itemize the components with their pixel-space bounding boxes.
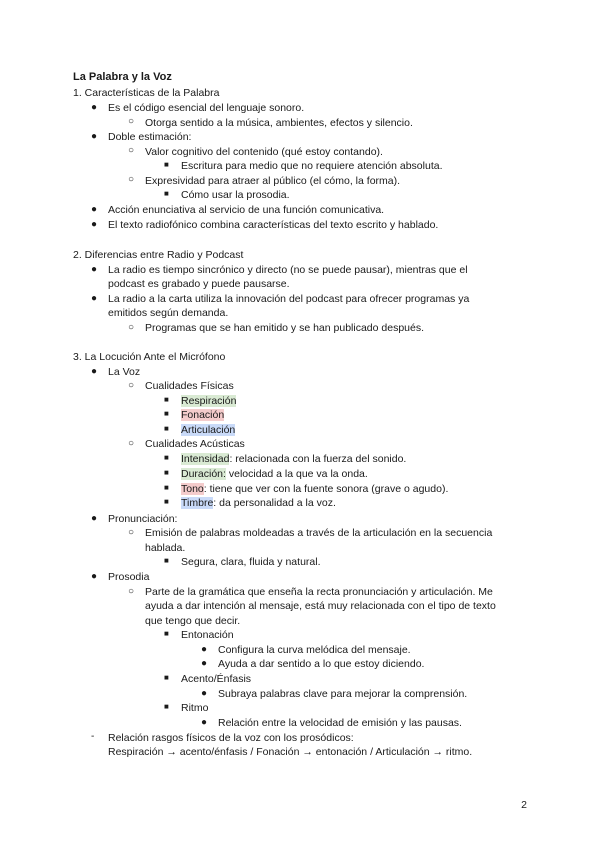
bullet-icon: ● [201, 717, 208, 728]
bullet-icon: ● [91, 264, 98, 275]
list-item: La Voz [108, 366, 141, 378]
list-item-continuation: que tengo que decir. [145, 615, 241, 627]
bullet-icon: ○ [128, 322, 135, 333]
list-item: Cualidades Acústicas [145, 438, 245, 450]
list-item [181, 452, 406, 467]
highlighted-term: Intensidad [181, 453, 230, 465]
highlighted-term: Respiración [181, 395, 237, 407]
list-item: Ritmo [181, 702, 209, 714]
list-item [181, 423, 235, 438]
list-item: Valor cognitivo del contenido (qué estoy contando). [145, 146, 383, 158]
list-item: Cualidades Físicas [145, 380, 234, 392]
highlighted-term: Articulación [181, 424, 236, 436]
list-item: Ayuda a dar sentido a lo que estoy diciendo. [218, 658, 425, 670]
list-item: Relación entre la velocidad de emisión y las pausas. [218, 717, 462, 729]
list-item: Parte de la gramática que enseña la recta pronunciación y articulación. Me [145, 586, 493, 598]
highlighted-term: Fonación [181, 409, 225, 421]
bullet-icon: ■ [164, 453, 169, 462]
list-item [181, 496, 336, 511]
list-item: Escritura para medio que no requiere atención absoluta. [181, 160, 443, 172]
list-item: Emisión de palabras moldeadas a través de la articulación en la secuencia [145, 527, 493, 539]
bullet-icon: ○ [128, 116, 135, 127]
bullet-icon: ○ [128, 438, 135, 449]
bullet-icon: ● [91, 131, 98, 142]
list-item-continuation: ayuda a dar intención al mensaje, está muy relacionada con el tipo de texto [145, 600, 496, 612]
bullet-icon: ● [201, 658, 208, 669]
list-item: La radio es tiempo sincrónico y directo (no se puede pausar), mientras que el [108, 264, 468, 276]
bullet-icon: ○ [128, 380, 135, 391]
bullet-icon: ● [91, 204, 98, 215]
list-item-continuation: Respiración → acento/énfasis / Fonación → entonación / Articulación → ritmo. [108, 746, 473, 758]
term-description: : da personalidad a la voz. [213, 497, 336, 509]
bullet-icon: ● [91, 366, 98, 377]
list-item: Acción enunciativa al servicio de una función comunicativa. [108, 204, 385, 216]
list-item [181, 467, 368, 482]
section-2-heading: 2. Diferencias entre Radio y Podcast [73, 249, 244, 261]
list-item: Prosodia [108, 571, 150, 583]
bullet-icon: ■ [164, 468, 169, 477]
list-item: Programas que se han emitido y se han publicado después. [145, 322, 425, 334]
bullet-icon: ■ [164, 160, 169, 169]
term-description: velocidad a la que va la onda. [225, 468, 368, 480]
bullet-icon: ○ [128, 527, 135, 538]
bullet-icon: ● [91, 219, 98, 230]
list-item: Acento/Énfasis [181, 673, 252, 685]
bullet-icon: ■ [164, 189, 169, 198]
bullet-icon: ■ [164, 629, 169, 638]
bullet-icon: ● [91, 102, 98, 113]
bullet-icon: ■ [164, 395, 169, 404]
bullet-icon: ● [201, 688, 208, 699]
list-item: Cómo usar la prosodia. [181, 189, 290, 201]
list-item: Expresividad para atraer al público (el cómo, la forma). [145, 175, 401, 187]
document-title: La Palabra y la Voz [73, 71, 172, 83]
list-item: La radio a la carta utiliza la innovación del podcast para ofrecer programas ya [108, 293, 470, 305]
list-item: Doble estimación: [108, 131, 192, 143]
bullet-icon: ■ [164, 483, 169, 492]
list-item: Subraya palabras clave para mejorar la comprensión. [218, 688, 468, 700]
highlighted-term: Duración: [181, 468, 226, 480]
highlighted-term: Tono [181, 483, 204, 495]
list-item: Otorga sentido a la música, ambientes, efectos y silencio. [145, 117, 413, 129]
bullet-icon: ■ [164, 556, 169, 565]
term-description: : relacionada con la fuerza del sonido. [229, 453, 407, 465]
bullet-icon: ● [201, 644, 208, 655]
list-item-continuation: hablada. [145, 542, 186, 554]
list-item [181, 408, 224, 423]
list-item: Pronunciación: [108, 513, 178, 525]
bullet-icon: ■ [164, 702, 169, 711]
list-item: El texto radiofónico combina características del texto escrito y hablado. [108, 219, 439, 231]
bullet-icon: ○ [128, 145, 135, 156]
list-item: Segura, clara, fluida y natural. [181, 556, 321, 568]
list-item-continuation: podcast es grabado y puede pausarse. [108, 278, 290, 290]
page-number: 2 [521, 799, 527, 811]
bullet-icon: ● [91, 293, 98, 304]
bullet-icon: ○ [128, 586, 135, 597]
bullet-icon: ● [91, 571, 98, 582]
bullet-icon: ■ [164, 497, 169, 506]
highlighted-term: Timbre [181, 497, 214, 509]
bullet-icon: ● [91, 513, 98, 524]
bullet-icon: ■ [164, 409, 169, 418]
bullet-icon: ■ [164, 424, 169, 433]
bullet-icon: ■ [164, 673, 169, 682]
list-item [181, 394, 236, 409]
bullet-icon: ○ [128, 174, 135, 185]
section-1-heading: 1. Características de la Palabra [73, 87, 220, 99]
dash-icon: - [91, 731, 95, 742]
list-item: Entonación [181, 629, 234, 641]
list-item: Configura la curva melódica del mensaje. [218, 644, 411, 656]
list-item: Relación rasgos físicos de la voz con los prosódicos: [108, 732, 354, 744]
list-item-continuation: emitidos según demanda. [108, 307, 229, 319]
term-description: : tiene que ver con la fuente sonora (grave o agudo). [203, 483, 449, 495]
section-3-heading: 3. La Locución Ante el Micrófono [73, 351, 226, 363]
list-item: Es el código esencial del lenguaje sonoro. [108, 102, 305, 114]
list-item [181, 482, 448, 497]
